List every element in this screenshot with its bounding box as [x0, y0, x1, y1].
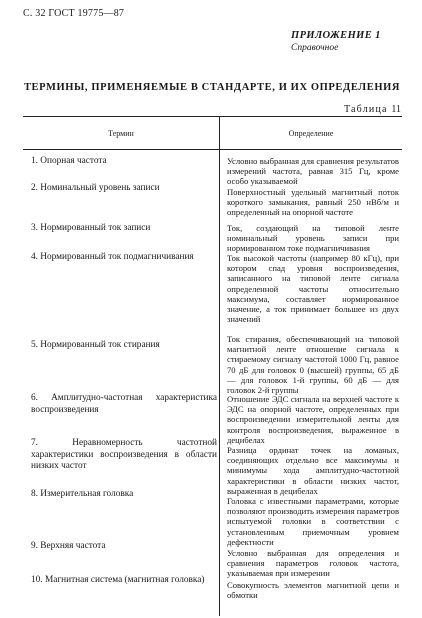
term-cell: 3. Нормированный ток записи	[31, 223, 151, 233]
document-title: ТЕРМИНЫ, ПРИМЕНЯЕМЫЕ В СТАНДАРТЕ, И ИХ ОПРЕДЕЛЕНИЯ	[23, 82, 401, 93]
definition-cell: Разница ординат точек на ломаных, соединяющих отдельно все максимумы и минимумы хода амплитудно-частотной характеристики в области низких частот, выраженная в децибелах	[227, 445, 399, 496]
term-cell: 4. Нормированный ток подмагничивания	[31, 252, 194, 262]
definition-cell: Ток, создающий на типовой ленте номинальный уровень записи при нормированном токе подмагничивания	[227, 223, 399, 254]
term-cell: 9. Верхняя частота	[31, 541, 106, 551]
table-label	[344, 104, 401, 115]
definition-cell: Условно выбранная для определения и сравнения параметров головок частота, указываемая при измерении	[227, 548, 399, 579]
term-cell: 7. Неравномерность частотной характеристики воспроизведения в области низких частот	[31, 438, 217, 471]
table-column-divider	[219, 116, 220, 616]
table-header-rule	[23, 149, 402, 150]
terms-table	[23, 116, 402, 616]
definition-cell: Поверхностный удельный магнитный поток короткого замыкания, равный 250 нВб/м и определенный на опорной частоте	[227, 187, 399, 218]
definition-cell: Ток высокой частоты (например 80 кГц), при котором спад уровня воспроизведения, записанного на типовой ленте сигнала определенной частоты относительно максимума, составляет нормированное значение, а ток принимает большее из двух значений	[227, 253, 399, 325]
page-header: С. 32 ГОСТ 19775—87	[23, 8, 125, 19]
table-label-word: Таблица	[343, 104, 388, 115]
definition-cell: Условно выбранная для сравнения результатов измерений частота, равная 315 Гц, кроме особо указываемой	[227, 156, 399, 187]
term-cell: 1. Опорная частота	[31, 156, 107, 166]
appendix-title: ПРИЛОЖЕНИЕ 1	[291, 30, 381, 41]
term-cell: 5. Нормированный ток стирания	[31, 340, 160, 350]
header-term: Термин	[108, 129, 134, 138]
term-cell: 8. Измерительная головка	[31, 489, 134, 499]
definition-cell: Головка с известными параметрами, которые позволяют производить измерения параметров испытуемой головки в соответствии с установленным приемочным уровнем дефектности	[227, 496, 399, 547]
table-label-number: 11	[391, 104, 401, 115]
table-top-rule	[23, 116, 402, 117]
appendix-label	[291, 30, 401, 53]
definition-cell: Отношение ЭДС сигнала на верхней частоте к ЭДС на опорной частоте, определенных при воспроизведении измерительной ленты для контроля воспроизведения, выраженное в децибелах	[227, 394, 399, 445]
header-definition: Определение	[288, 129, 334, 138]
term-cell: 6. Амплитудно-частотная характеристика воспроизведения	[31, 393, 217, 415]
definition-cell: Совокупность элементов магнитной цепи и обмотки	[227, 580, 399, 601]
term-cell: 10. Магнитная система (магнитная головка)	[31, 575, 205, 585]
definition-cell: Ток стирания, обеспечивающий на типовой магнитной ленте отношение сигнала к стираемому сигналу частотой 1000 Гц, равное 70 дБ для головок 0 (высшей) группы, 65 дБ — для головок 1-й группы, 60 дБ — для головок 2-й группы	[227, 334, 399, 396]
term-cell: 2. Номинальный уровень записи	[31, 183, 160, 193]
appendix-subtitle: Справочное	[291, 43, 339, 53]
